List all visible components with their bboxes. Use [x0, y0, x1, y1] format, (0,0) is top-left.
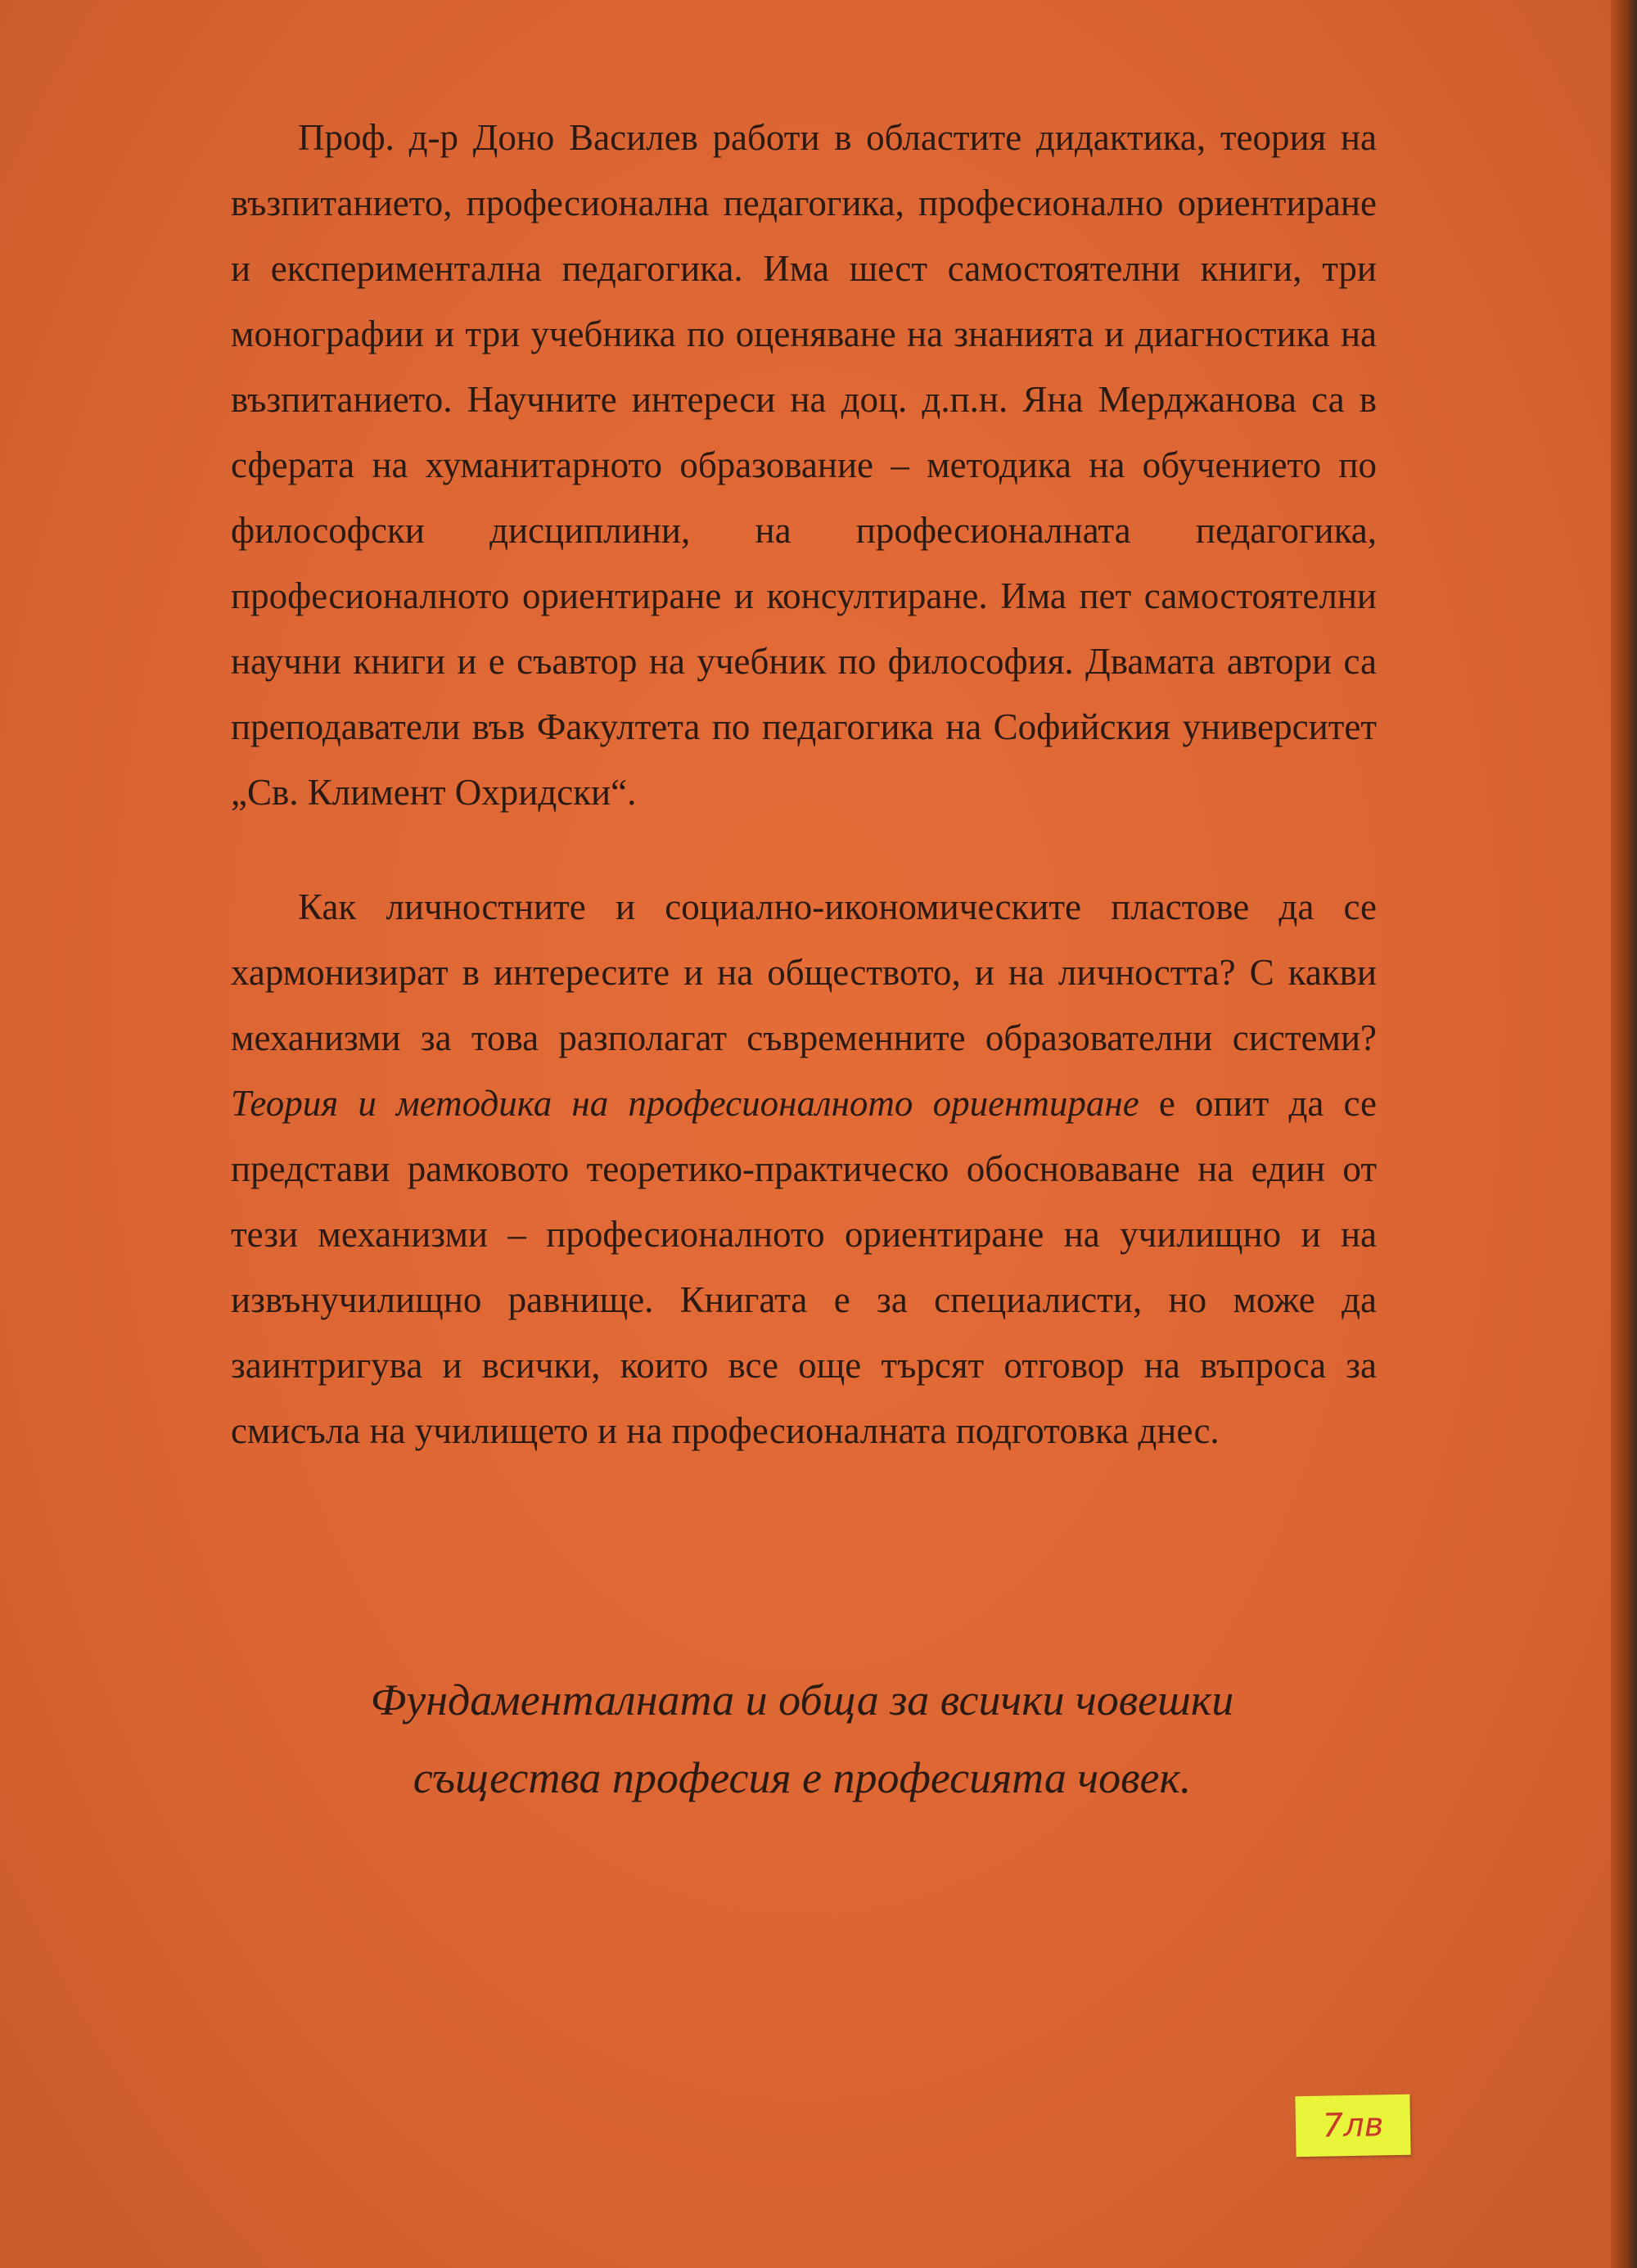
author-bio-paragraph	[231, 105, 1377, 825]
book-description-text-start: Как личностните и социално-икономическите пластове да се хармонизират в интересите и на обществото, и на личността? С какви механизми за това разполагат съвременните образователни системи?	[231, 886, 1377, 1058]
quote-line-2: същества професия е професията човек.	[413, 1753, 1192, 1802]
quote-block	[164, 1662, 1441, 1817]
back-cover-text	[231, 105, 1377, 1463]
book-title-italic: Теория и методика на професионалното ориентиране	[231, 1083, 1139, 1124]
book-description-paragraph	[231, 874, 1377, 1463]
price-sticker-text: 7лв	[1322, 2106, 1384, 2145]
author-bio-text: Проф. д-р Доно Василев работи в областите дидактика, теория на възпитанието, професионална педагогика, професионално ориентиране и експериментална педагогика. Има шест самостоятелни книги, три монографии и три учебника по оценяване на знанията и диагностика на възпитанието. Научните интереси на доц. д.п.н. Яна Мерджанова са в сферата на хуманитарното образование – методика на обучението по философски дисциплини, на професионалната педагогика, професионалното ориентиране и консултиране. Има пет самостоятелни научни книги и е съавтор на учебник по философия. Двамата автори са преподаватели във Факултета по педагогика на Софийския университет „Св. Климент Охридски“.	[231, 117, 1377, 813]
quote-line-1: Фундаменталната и обща за всички човешки	[370, 1675, 1234, 1725]
price-sticker	[1295, 2094, 1410, 2157]
book-spine-edge	[1611, 0, 1637, 2268]
book-description-text-end: е опит да се представи рамковото теоретико-практическо обосноваване на един от тези механизми – професионалното ориентиране на училищно и на извънучилищно равнище. Книгата е за специалисти, но може да заинтригува и всички, които все още търсят отговор на въпроса за смисъла на училището и на професионалната подготовка днес.	[231, 1083, 1377, 1451]
